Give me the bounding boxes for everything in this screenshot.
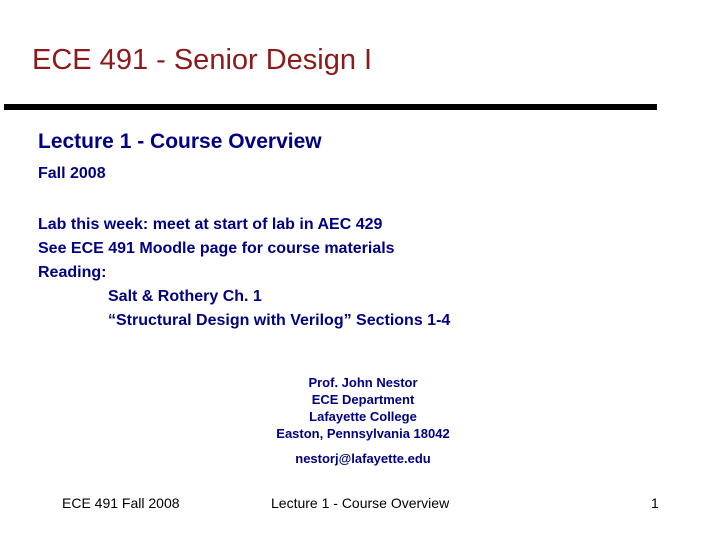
footer-course: ECE 491 Fall 2008 [62, 495, 180, 511]
term-label: Fall 2008 [38, 165, 106, 182]
contact-college: Lafayette College [309, 409, 417, 424]
lab-note: Lab this week: meet at start of lab in AEC 429 [38, 216, 383, 233]
page-number: 1 [651, 495, 659, 511]
reading-item-verilog: “Structural Design with Verilog” Sections 1-4 [108, 312, 451, 329]
slide-title: ECE 491 - Senior Design I [32, 44, 373, 76]
title-divider [4, 104, 657, 110]
moodle-note: See ECE 491 Moodle page for course materials [38, 240, 395, 257]
lecture-subtitle: Lecture 1 - Course Overview [38, 130, 322, 153]
contact-email: nestorj@lafayette.edu [295, 451, 431, 466]
reading-heading: Reading: [38, 264, 107, 281]
contact-block [230, 374, 496, 442]
footer-lecture: Lecture 1 - Course Overview [271, 495, 450, 511]
contact-department: ECE Department [311, 392, 415, 407]
contact-location: Easton, Pennsylvania 18042 [276, 426, 450, 441]
contact-name: Prof. John Nestor [308, 375, 418, 390]
body-text [38, 213, 450, 333]
reading-item-textbook: Salt & Rothery Ch. 1 [108, 288, 262, 305]
